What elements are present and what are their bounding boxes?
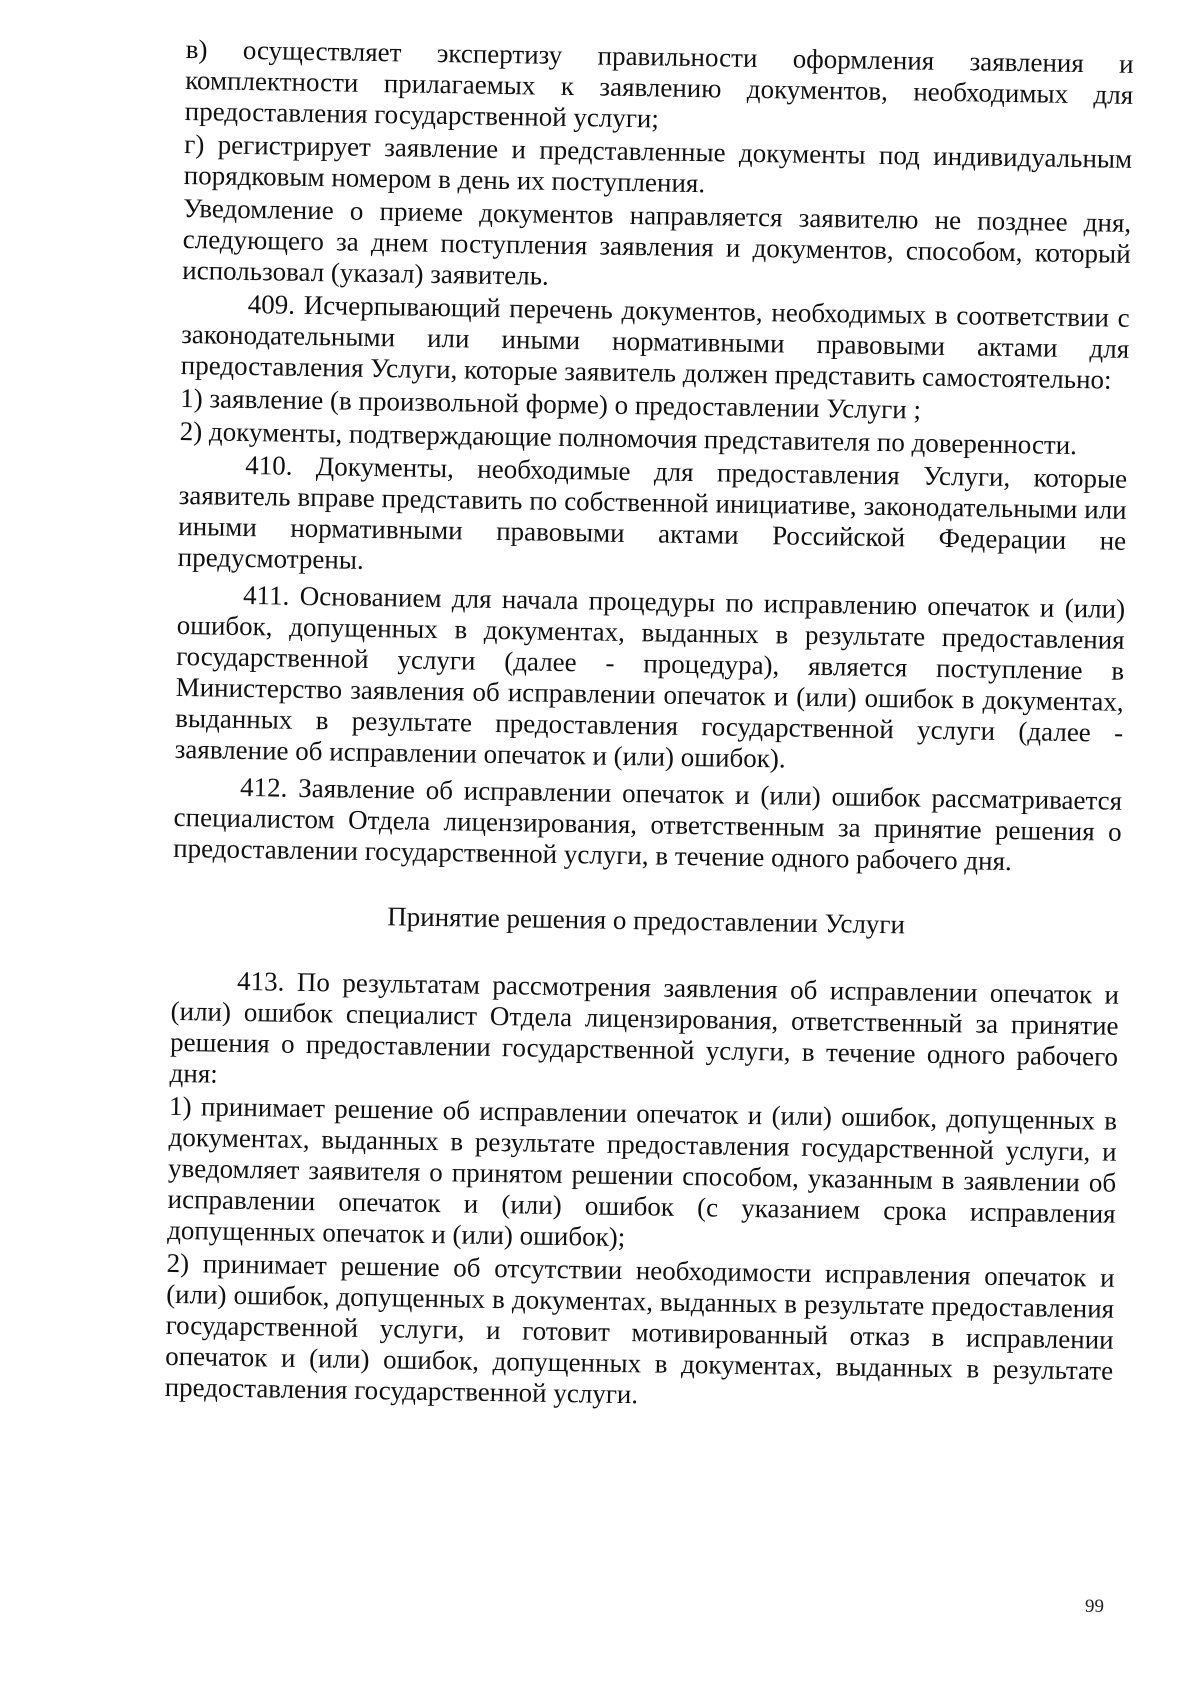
paragraph: 1) принимает решение об исправлении опечаток и (или) ошибок, допущенных в документах, выданных в результате предоставления государственной услуги, и уведомляет заявителя о принятом решении способом, указанным в заявлении об исправлении опечаток и (или) ошибок (с указанием срока исправления допущенных опечаток и (или) ошибок);	[166, 1090, 1118, 1253]
paragraphs-after	[164, 965, 1119, 1418]
paragraph: 413. По результатам рассмотрения заявления об исправлении опечаток и (или) ошибок специалист Отдела лицензирования, ответственный за принятие решения о предоставлении государственной услуги, в течение одного рабочего дня:	[169, 965, 1120, 1089]
paragraph: 2) принимает решение об отсутствии необходимости исправления опечаток и (или) ошибок, допущенных в документах, выданных в результате предоставления государственной услуги, и готовит мотивированный отказ в исправлении опечаток и (или) ошибок, допущенных в документах, выданных в результате предоставления государственной услуги.	[164, 1247, 1115, 1410]
paragraph: 411. Основанием для начала процедуры по исправлению опечаток и (или) ошибок, допущенных в документах, выданных в результате предоставления государственной услуги (далее - процедура), является поступление в Министерство заявления об исправлении опечаток и (или) ошибок в документах, выданных в результате предоставления государственной услуги (далее - заявление об исправлении опечаток и (или) ошибок).	[174, 579, 1126, 774]
paragraph: 409. Исчерпывающий перечень документов, необходимых в соответствии с законодательными или иными нормативными правовыми актами для предоставления Услуги, которые заявитель должен представить самостоятельно:	[180, 289, 1130, 395]
paragraphs-before	[173, 34, 1134, 879]
page-content	[164, 34, 1133, 1420]
paragraph: 2) документы, подтверждающие полномочия представителя по доверенности.	[179, 415, 1078, 461]
paragraph: в) осуществляет экспертизу правильности оформления заявления и комплектности прилагаемых к заявлению документов, необходимых для предоставления государственной услуги;	[184, 34, 1134, 134]
section-heading: Принятие решения о предоставлении Услуги	[387, 901, 906, 940]
paragraph: г) регистрирует заявление и представленные документы под индивидуальным порядковым номером в день их поступления.	[183, 128, 1133, 199]
paragraph: 410. Документы, необходимые для предоставления Услуги, которые заявитель вправе представить по собственной инициативе, законодательными или иными нормативными правовыми актами Российской Федерации не предусмотрены.	[177, 449, 1128, 575]
paragraph: Уведомление о приеме документов направляется заявителю не позднее дня, следующего за днем поступления заявления и документов, способом, который использовал (указал) заявитель.	[182, 192, 1132, 291]
page-number: 99	[1085, 1596, 1104, 1617]
paragraph: 412. Заявление об исправлении опечаток и (или) ошибок рассматривается специалистом Отдела лицензирования, ответственным за принятие решения о предоставлении государственной услуги, в течение одного рабочего дня.	[172, 771, 1123, 877]
paragraph: 1) заявление (в произвольной форме) о предоставлении Услуги ;	[180, 382, 922, 425]
